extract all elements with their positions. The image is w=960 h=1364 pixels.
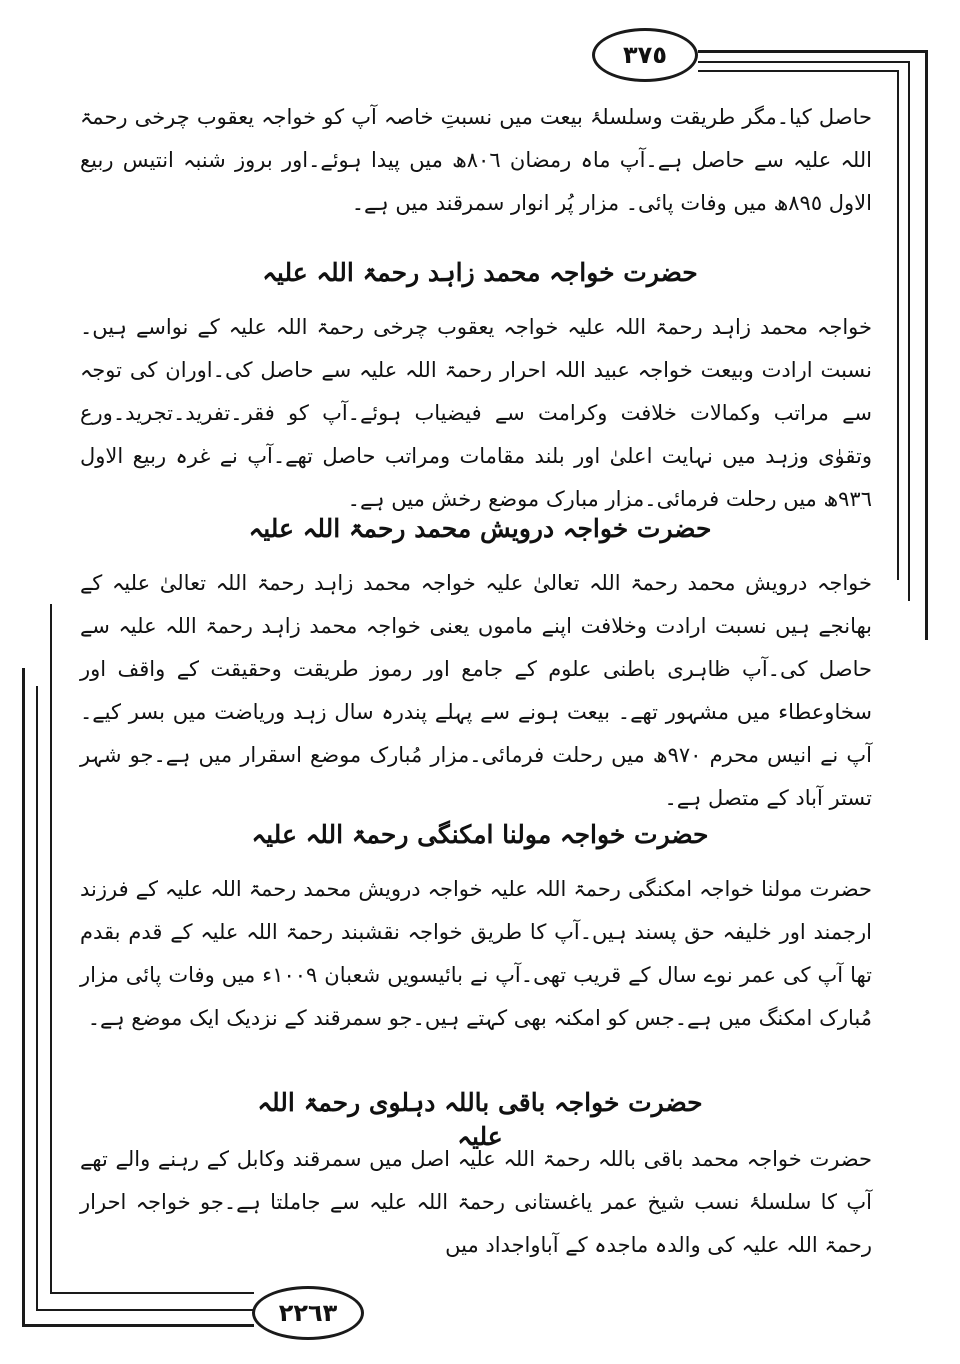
bottom-page-number: ٢٢٦٣ [252,1286,364,1340]
frame-top-line-inner2 [698,70,898,72]
frame-bottom-line-inner2 [50,1292,254,1294]
frame-right-line-inner2 [897,70,899,580]
section-1-heading: حضرت خواجہ محمد زاہد رحمۃ اللہ علیہ [262,258,698,287]
frame-right-line-outer [925,50,928,640]
section-2-paragraph: خواجہ درویش محمد رحمۃ اللہ تعالیٰ علیہ خواجہ محمد زاہد رحمۃ اللہ تعالیٰ علیہ کے بھانجے ہیں نسبت ارادت وخلافت اپنے ماموں یعنی خواجہ محمد زاہد رحمۃ اللہ علیہ سے حاصل کی۔آپ ظاہری باطنی علوم کے جامع اور رموز طریقت وحقیقت کے واقف اور سخاوعطاء میں مشہور تھے۔ بیعت ہونے سے پہلے پندرہ سال زہد وریاضت میں بسر کیے۔آپ نے انیس محرم ٩٧٠ھ میں رحلت فرمائی۔مزار مُبارک موضع اسقرار میں ہے۔جو شہر تستر آباد کے متصل ہے۔ [80,571,872,810]
frame-top-line-outer [698,50,926,53]
frame-left-line-inner [36,686,38,1310]
frame-left-line-inner2 [50,604,52,1294]
frame-bottom-line-outer [22,1324,254,1327]
section-4-paragraph: حضرت خواجہ محمد باقی باللہ رحمۃ اللہ علیہ اصل میں سمرقند وکابل کے رہنے والے تھے آپ کا سلسلۂ نسب شیخ عمر یاغستانی رحمۃ اللہ علیہ سے جاملتا ہے۔جو خواجہ احرار رحمۃ اللہ علیہ کی والدہ ماجدہ کے آباواجداد میں [80,1147,872,1257]
section-2-heading: حضرت خواجہ درویش محمد رحمۃ اللہ علیہ [248,514,712,543]
intro-paragraph: حاصل کیا۔مگر طریقت وسلسلۂ بیعت میں نسبتِ خاصہ آپ کو خواجہ یعقوب چرخی رحمۃ اللہ علیہ سے حاصل ہے۔آپ ماہ رمضان ٨٠٦ھ میں پیدا ہوئے۔اور بروز شنبہ انتیس ربیع الاول ٨٩٥ھ میں وفات پائی۔ مزار پُر انوار سمرقند میں ہے۔ [80,105,873,215]
frame-bottom-line-inner [36,1309,254,1311]
section-4-heading: حضرت خواجہ باقی باللہ دہلوی رحمۃ اللہ علیہ [257,1088,703,1151]
frame-right-line-inner [908,61,910,601]
section-3-paragraph: حضرت مولنا خواجہ امکنگی رحمۃ اللہ علیہ خواجہ درویش محمد رحمۃ اللہ علیہ کے فرزند ارجمند اور خلیفہ حق پسند ہیں۔آپ کا طریق خواجہ نقشبند رحمۃ اللہ علیہ کے قدم بقدم تھا آپ کی عمر نوے سال کے قریب تھی۔آپ نے بائیسویں شعبان ١٠٠٩ء میں وفات پائی مزار مُبارک امکنگ میں ہے۔جس کو امکنہ بھی کہتے ہیں۔جو سمرقند کے نزدیک ایک موضع ہے۔ [80,877,872,1030]
section-3-heading: حضرت خواجہ مولنا امکنگی رحمۃ اللہ علیہ [251,820,709,849]
section-1-paragraph: خواجہ محمد زاہد رحمۃ اللہ علیہ خواجہ یعقوب چرخی رحمۃ اللہ علیہ کے نواسے ہیں۔نسبت ارادت وبیعت خواجہ عبید اللہ احرار رحمۃ اللہ علیہ سے حاصل کی۔اوران کی توجہ سے مراتب وکمالات خلافت وکرامت سے فیضیاب ہوئے۔آپ کو فقر۔تفرید۔تجرید۔ورع وتقوٰی وزہد میں نہایت اعلیٰ اور بلند مقامات ومراتب حاصل تھے۔آپ نے غرہ ربیع الاول ٩٣٦ھ میں رحلت فرمائی۔مزار مبارک موضع رخش میں ہے۔ [80,315,872,511]
frame-left-line-outer [22,668,25,1326]
top-page-number: ٣٧٥ [592,28,698,82]
frame-top-line-inner [698,61,910,63]
